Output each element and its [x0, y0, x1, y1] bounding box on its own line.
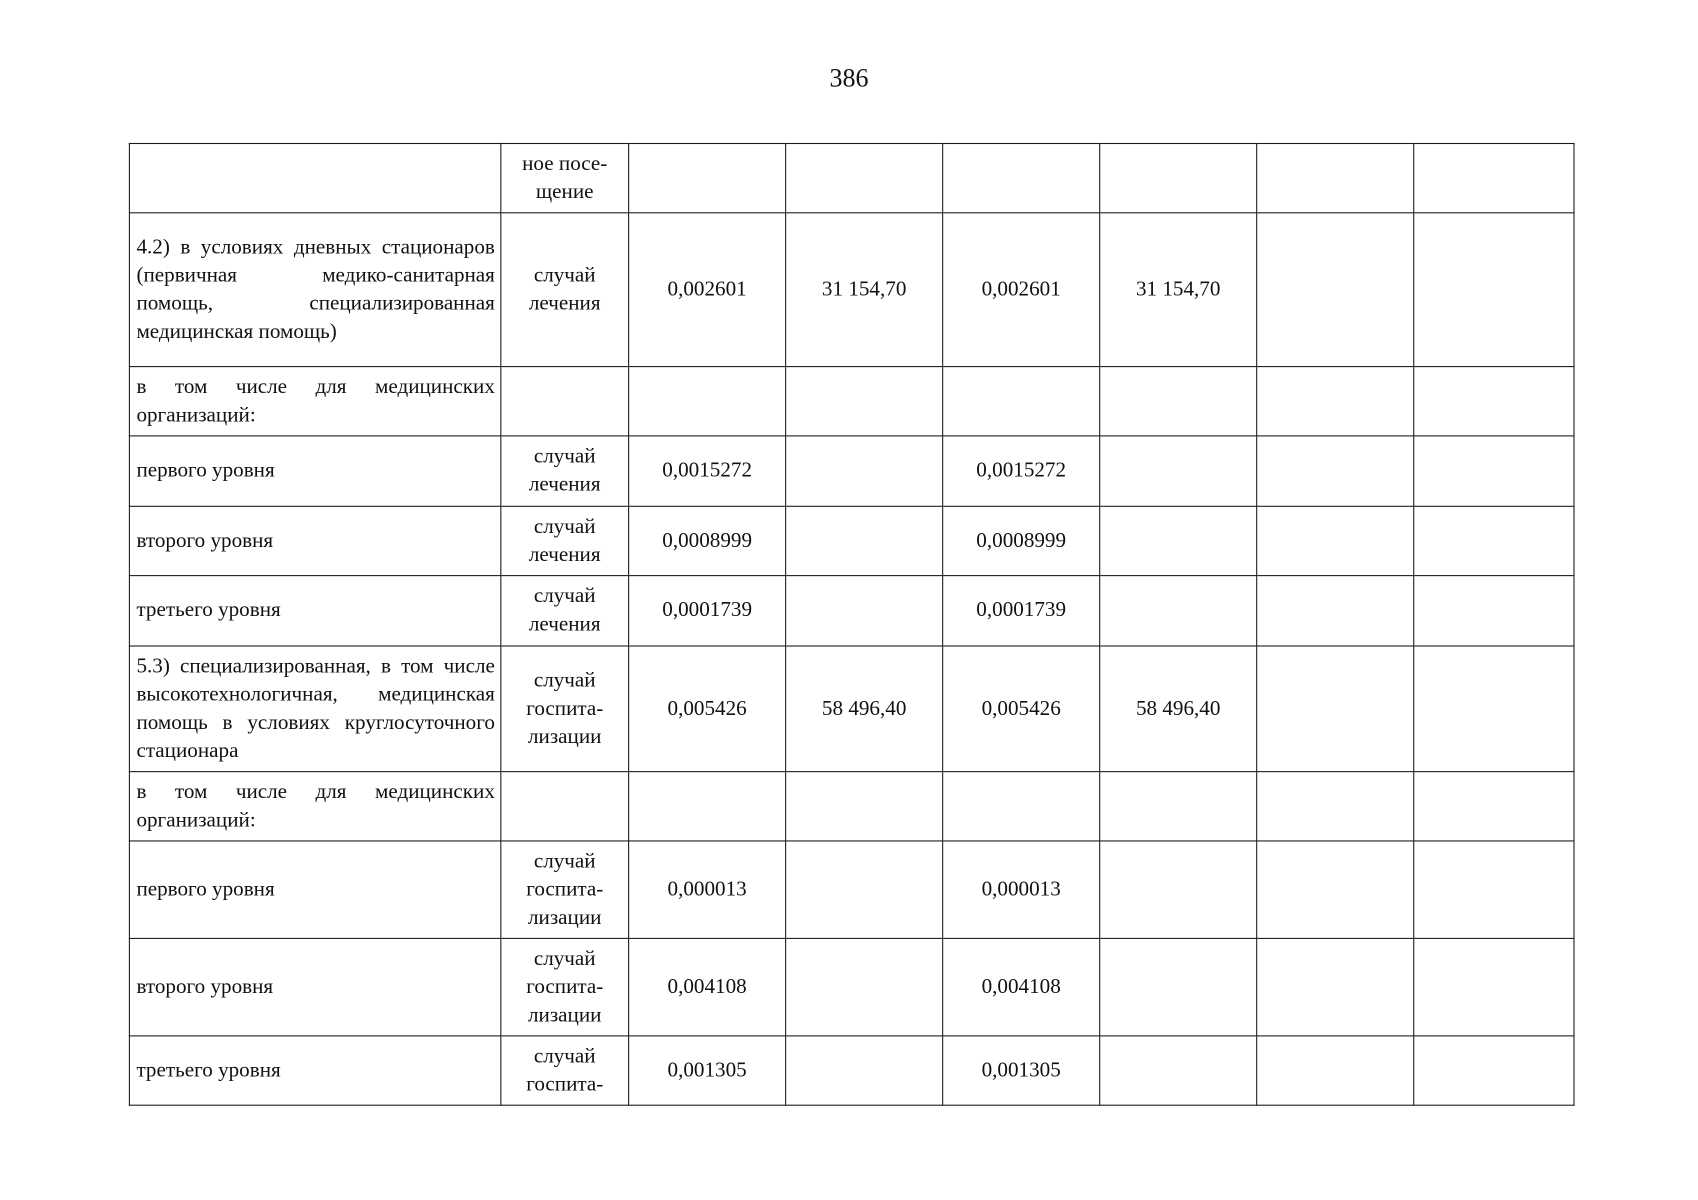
row-name-cell: в том числе для медицинских организаций: [129, 367, 500, 436]
unit-cell [501, 646, 629, 772]
unit-line: госпита- [526, 1072, 604, 1096]
value-cell-col-3: 0,002601 [943, 213, 1100, 367]
value-cell-col-4 [1100, 841, 1257, 938]
value-cell-col-3: 0,005426 [943, 646, 1100, 772]
unit-line: щение [535, 180, 594, 204]
unit-line: лечения [528, 291, 601, 315]
value-cell-col-1: 0,004108 [629, 938, 786, 1035]
table-row [129, 772, 1574, 841]
row-name-cell: первого уровня [129, 841, 500, 938]
unit-line: случай [533, 263, 596, 287]
unit-line: лизации [527, 905, 602, 929]
unit-cell [501, 367, 629, 436]
table-row [129, 506, 1574, 575]
value-cell-col-6 [1414, 576, 1574, 646]
unit-line: госпита- [526, 696, 604, 720]
table-row [129, 436, 1574, 506]
unit-line: случай [533, 668, 596, 692]
unit-line: случай [533, 1044, 596, 1068]
value-cell-col-2: 58 496,40 [786, 646, 943, 772]
value-cell-col-3 [943, 367, 1100, 436]
value-cell-col-6 [1414, 772, 1574, 841]
value-cell-col-1: 0,002601 [629, 213, 786, 367]
unit-line: госпита- [526, 975, 604, 998]
value-cell-col-5 [1257, 367, 1414, 436]
value-cell-col-4: 31 154,70 [1100, 213, 1257, 367]
value-cell-col-2 [786, 1036, 943, 1105]
row-name-cell: второго уровня [129, 938, 500, 1035]
value-cell-col-1: 0,000013 [629, 841, 786, 938]
value-cell-col-4 [1100, 436, 1257, 506]
unit-cell [501, 772, 629, 841]
unit-line: лечения [528, 543, 601, 566]
row-name-cell: первого уровня [129, 436, 500, 506]
value-cell-col-6 [1414, 841, 1574, 938]
row-name-cell: в том числе для медицинских организаций: [129, 772, 500, 841]
value-cell-col-1 [629, 367, 786, 436]
value-cell-col-4 [1100, 367, 1257, 436]
unit-line: лечения [528, 612, 601, 636]
unit-cell [501, 576, 629, 646]
unit-line: случай [533, 947, 596, 970]
value-cell-col-6 [1414, 646, 1574, 772]
unit-line: случай [533, 514, 596, 538]
row-name-cell: третьего уровня [129, 576, 500, 646]
unit-cell [501, 143, 629, 212]
unit-cell [501, 938, 629, 1035]
row-name-cell: второго уровня [129, 506, 500, 575]
value-cell-col-6 [1414, 506, 1574, 575]
unit-line: случай [533, 445, 596, 468]
value-cell-col-6 [1414, 213, 1574, 367]
value-cell-col-2 [786, 576, 943, 646]
table-row [129, 143, 1574, 212]
value-cell-col-6 [1414, 1036, 1574, 1105]
unit-line: ное посе- [522, 152, 608, 175]
value-cell-col-6 [1414, 938, 1574, 1035]
value-cell-col-2 [786, 841, 943, 938]
value-cell-col-5 [1257, 938, 1414, 1035]
value-cell-col-1: 0,0015272 [629, 436, 786, 506]
value-cell-col-3: 0,0015272 [943, 436, 1100, 506]
table-body [129, 143, 1574, 1105]
unit-line: лизации [527, 725, 602, 748]
value-cell-col-3 [943, 772, 1100, 841]
value-cell-col-1: 0,0008999 [629, 506, 786, 575]
value-cell-col-2 [786, 436, 943, 506]
unit-cell [501, 213, 629, 367]
unit-cell [501, 436, 629, 506]
value-cell-col-4 [1100, 772, 1257, 841]
value-cell-col-3: 0,0008999 [943, 506, 1100, 575]
unit-line: случай [533, 849, 596, 873]
value-cell-col-5 [1257, 841, 1414, 938]
value-cell-col-5 [1257, 506, 1414, 575]
value-cell-col-3: 0,000013 [943, 841, 1100, 938]
value-cell-col-2 [786, 506, 943, 575]
unit-line: госпита- [526, 877, 604, 901]
value-cell-col-5 [1257, 143, 1414, 212]
value-cell-col-6 [1414, 143, 1574, 212]
value-cell-col-5 [1257, 576, 1414, 646]
value-cell-col-6 [1414, 436, 1574, 506]
page-number: 386 [829, 64, 869, 94]
table-row [129, 576, 1574, 646]
value-cell-col-1: 0,001305 [629, 1036, 786, 1105]
value-cell-col-1: 0,0001739 [629, 576, 786, 646]
value-cell-col-5 [1257, 213, 1414, 367]
value-cell-col-5 [1257, 646, 1414, 772]
value-cell-col-3: 0,004108 [943, 938, 1100, 1035]
row-name-cell [129, 143, 500, 212]
table-row [129, 646, 1574, 772]
table-row [129, 938, 1574, 1035]
table-row [129, 213, 1574, 367]
value-cell-col-3 [943, 143, 1100, 212]
value-cell-col-1 [629, 772, 786, 841]
value-cell-col-4 [1100, 576, 1257, 646]
value-cell-col-4 [1100, 143, 1257, 212]
unit-cell [501, 506, 629, 575]
value-cell-col-1 [629, 143, 786, 212]
value-cell-col-4 [1100, 1036, 1257, 1105]
unit-line: лизации [527, 1003, 602, 1027]
value-cell-col-5 [1257, 436, 1414, 506]
unit-cell [501, 1036, 629, 1105]
value-cell-col-3: 0,0001739 [943, 576, 1100, 646]
table-row [129, 841, 1574, 938]
row-name-cell: 5.3) специализированная, в том числе высокотехнологичная, медицинская помощь в условиях круглосуточного стационара [129, 646, 500, 772]
row-name-cell: третьего уровня [129, 1036, 500, 1105]
table-row [129, 1036, 1574, 1105]
value-cell-col-2 [786, 938, 943, 1035]
row-name-cell: 4.2) в условиях дневных стационаров (первичная медико-санитарная помощь, специализированная медицинская помощь) [129, 213, 500, 367]
value-cell-col-6 [1414, 367, 1574, 436]
value-cell-col-4 [1100, 506, 1257, 575]
unit-line: случай [533, 584, 596, 608]
value-cell-col-2: 31 154,70 [786, 213, 943, 367]
value-cell-col-4 [1100, 938, 1257, 1035]
value-cell-col-1: 0,005426 [629, 646, 786, 772]
value-cell-col-3: 0,001305 [943, 1036, 1100, 1105]
table-row [129, 367, 1574, 436]
value-cell-col-5 [1257, 1036, 1414, 1105]
value-cell-col-2 [786, 367, 943, 436]
unit-line: лечения [528, 473, 601, 497]
value-cell-col-5 [1257, 772, 1414, 841]
value-cell-col-2 [786, 772, 943, 841]
value-cell-col-4: 58 496,40 [1100, 646, 1257, 772]
unit-cell [501, 841, 629, 938]
value-cell-col-2 [786, 143, 943, 212]
volume-table [129, 143, 1575, 1106]
